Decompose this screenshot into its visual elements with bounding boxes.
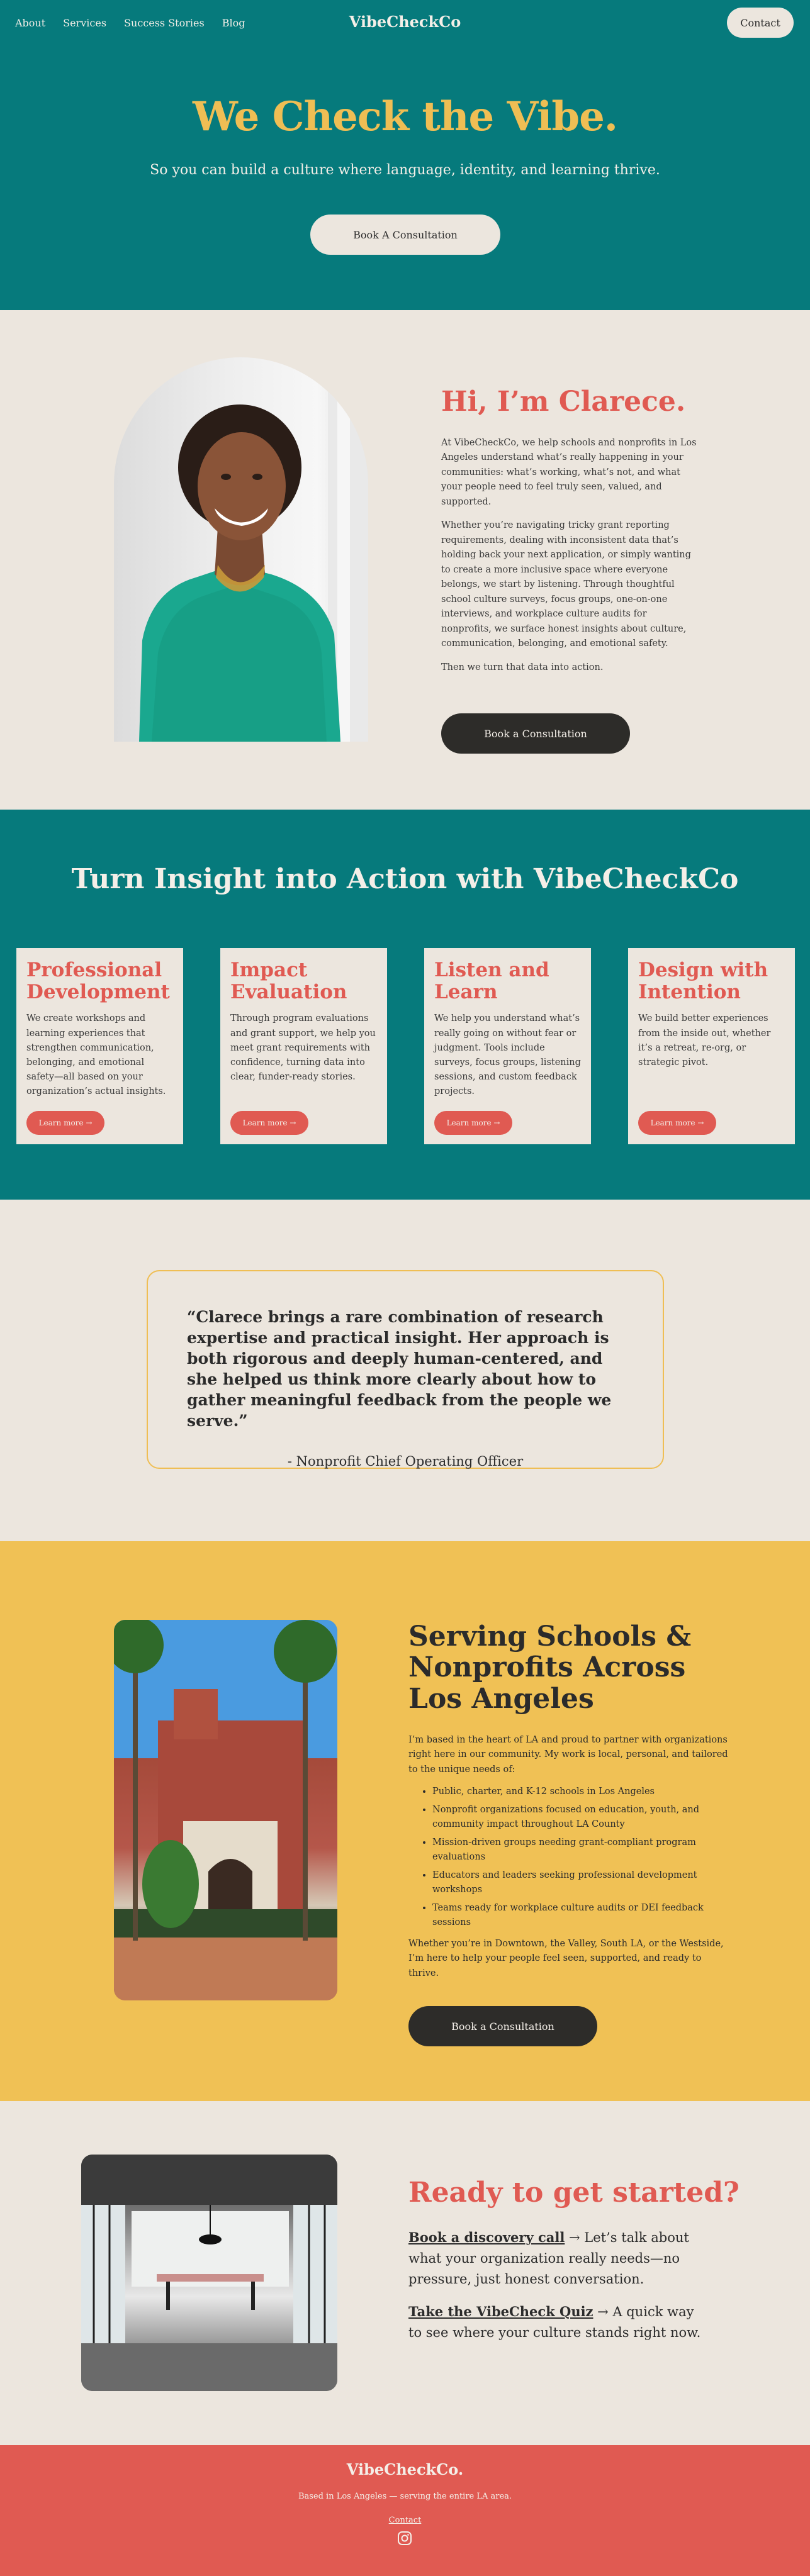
- services-section: [0, 810, 810, 1200]
- campus-image: [114, 1620, 337, 2000]
- service-card-design-with-intention: [628, 948, 795, 1144]
- ready-discovery-line: [408, 2227, 704, 2290]
- office-illustration: [81, 2155, 337, 2391]
- brand-logo[interactable]: VibeCheckCo: [349, 13, 461, 31]
- discovery-call-link[interactable]: Book a discovery call: [408, 2229, 565, 2245]
- about-title: Hi, I’m Clarece.: [441, 386, 686, 418]
- hero-subtitle: So you can build a culture where language, identity, and learning thrive.: [150, 162, 660, 178]
- book-consultation-button[interactable]: Book A Consultation: [310, 215, 500, 255]
- discovery-call-text: → Let’s talk about what your organization really needs—no pressure, just honest conversation.: [408, 2230, 689, 2287]
- service-card-professional-development: [16, 948, 183, 1144]
- service-card-listen-and-learn: [424, 948, 591, 1144]
- la-book-consultation-button[interactable]: Book a Consultation: [408, 2006, 597, 2046]
- la-title: Serving Schools & Nonprofits Across Los Angeles: [408, 1620, 692, 1715]
- footer-contact: [0, 2516, 810, 2525]
- nav-link-services[interactable]: Services: [63, 17, 107, 29]
- la-outro: Whether you’re in Downtown, the Valley, South LA, or the Westside, I’m here to help your people feel seen, supported, and ready to thrive.: [408, 1938, 724, 1978]
- service-card-body: We create workshops and learning experiences that strengthen communication, belonging, and emotional safety—all based on your organization’s actual insights.: [26, 1013, 166, 1097]
- about-paragraph-1: At VibeCheckCo, we help schools and nonprofits in Los Angeles understand what’s really happening in your communities: what’s working, what’s not, and what your people need to feel truly seen, valued, and supported.: [441, 438, 697, 507]
- contact-button[interactable]: Contact: [727, 8, 794, 38]
- footer: [0, 2445, 810, 2576]
- testimonial-author: - Nonprofit Chief Operating Officer: [287, 1454, 524, 1469]
- testimonial-card: [147, 1270, 664, 1469]
- learn-more-button[interactable]: Learn more →: [638, 1111, 716, 1135]
- about-book-consultation-button[interactable]: Book a Consultation: [441, 713, 630, 754]
- portrait-illustration: [114, 357, 368, 742]
- footer-brand[interactable]: VibeCheckCo.: [346, 2460, 464, 2478]
- la-body: [408, 1733, 729, 1981]
- la-bullet-list: [432, 1785, 729, 1930]
- service-card-body: We build better experiences from the inside out, whether it’s a retreat, re-org, or strategic pivot.: [638, 1013, 771, 1068]
- list-item: • Teams ready for workplace culture audits or DEI feedback sessions: [432, 1901, 729, 1931]
- top-nav: [0, 0, 810, 47]
- service-card-body: Through program evaluations and grant support, we help you meet grant requirements with confidence, turning data into clear, funder-ready stories.: [230, 1013, 376, 1083]
- ready-title: Ready to get started?: [408, 2177, 740, 2209]
- service-card-title: Professional Development: [26, 959, 170, 1003]
- footer-contact-link[interactable]: Contact: [388, 2516, 422, 2525]
- vibecheck-quiz-text: → A quick way to see where your culture stands right now.: [408, 2304, 701, 2341]
- learn-more-button[interactable]: Learn more →: [230, 1111, 308, 1135]
- service-card-body: We help you understand what’s really going on without fear or judgment. Tools include surveys, focus groups, listening sessions, and custom feedback projects.: [434, 1013, 581, 1097]
- learn-more-button[interactable]: Learn more →: [434, 1111, 512, 1135]
- campus-illustration: [114, 1620, 337, 2000]
- nav-link-success-stories[interactable]: Success Stories: [124, 17, 205, 29]
- list-item: • Nonprofit organizations focused on education, youth, and community impact throughout LA County: [432, 1803, 729, 1832]
- la-section: [0, 1541, 810, 2101]
- list-item: • Mission-driven groups needing grant-compliant program evaluations: [432, 1836, 729, 1865]
- hero-title: We Check the Vibe.: [192, 93, 618, 140]
- testimonial-section: [0, 1200, 810, 1541]
- list-item: • Educators and leaders seeking professional development workshops: [432, 1868, 729, 1898]
- testimonial-quote: “Clarece brings a rare combination of research expertise and practical insight. Her approach is both rigorous and deeply human-centered, and she helped us think more clearly about how to gather meaningful feedback from the people we serve.”: [187, 1308, 612, 1430]
- service-card-title: Impact Evaluation: [230, 959, 347, 1003]
- la-intro: I’m based in the heart of LA and proud to partner with organizations right here in our community. My work is local, personal, and tailored to the unique needs of:: [408, 1735, 728, 1775]
- service-card-title: Design with Intention: [638, 959, 768, 1003]
- service-card-title: Listen and Learn: [434, 959, 549, 1003]
- ready-section: [0, 2101, 810, 2445]
- nav-link-blog[interactable]: Blog: [222, 17, 245, 29]
- about-section: [0, 310, 810, 810]
- portrait-image: [114, 357, 368, 742]
- about-paragraph-3: Then we turn that data into action.: [441, 662, 604, 672]
- list-item: • Public, charter, and K-12 schools in Los Angeles: [432, 1785, 729, 1799]
- hero-section: [0, 0, 810, 310]
- about-text: [441, 436, 699, 684]
- about-paragraph-2: Whether you’re navigating tricky grant reporting requirements, dealing with inconsistent data that’s holding back your next application, or simply wanting to create a more inclusive space where everyone belongs, we start by listening. Through thoughtful school culture surveys, focus groups, one-on-one interviews, and workplace culture audits for nonprofits, we surface honest insights about culture, communication, belonging, and emotional safety.: [441, 520, 691, 649]
- services-title: Turn Insight into Action with VibeCheckCo: [71, 863, 739, 895]
- nav-link-about[interactable]: About: [15, 17, 46, 29]
- instagram-icon[interactable]: [397, 2531, 412, 2546]
- service-card-impact-evaluation: [220, 948, 387, 1144]
- vibecheck-quiz-link[interactable]: Take the VibeCheck Quiz: [408, 2304, 593, 2319]
- office-image: [81, 2155, 337, 2391]
- learn-more-button[interactable]: Learn more →: [26, 1111, 104, 1135]
- ready-quiz-line: [408, 2301, 704, 2343]
- footer-tagline: Based in Los Angeles — serving the entire LA area.: [298, 2492, 512, 2501]
